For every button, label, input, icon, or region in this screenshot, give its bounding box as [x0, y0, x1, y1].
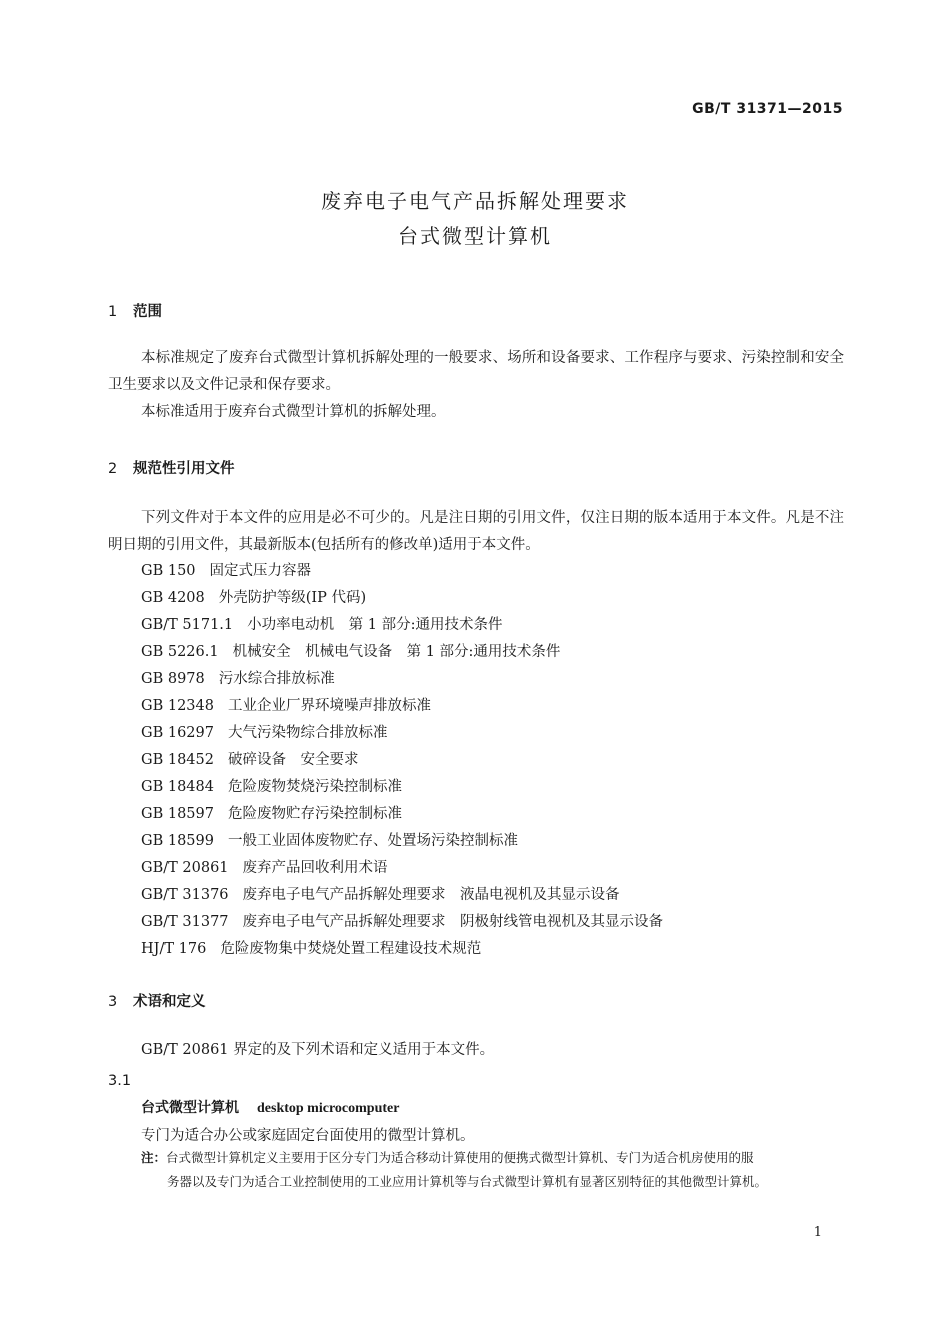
section-heading-scope	[108, 300, 162, 321]
reference-title: 污水综合排放标准	[218, 671, 335, 687]
document-title-line2: 台式微型计算机	[398, 224, 552, 248]
standard-number: GB/T 31371—2015	[692, 101, 843, 117]
reference-title: 危险废物贮存污染控制标准	[227, 806, 402, 822]
reference-title: 一般工业固体废物贮存、处置场污染控制标准	[227, 833, 518, 849]
reference-title: 破碎设备 安全要求	[227, 752, 359, 768]
reference-code: GB 150	[141, 563, 196, 579]
references-intro	[108, 505, 844, 559]
reference-title: 机械安全 机械电气设备 第 1 部分:通用技术条件	[232, 644, 561, 660]
note-text-rest: 务器以及专门为适合工业控制使用的工业应用计算机等与台式微型计算机有显著区别特征的其他微型计算机。	[167, 1174, 768, 1189]
paragraph: 本标准适用于废弃台式微型计算机的拆解处理。	[141, 404, 446, 420]
section-number: 3	[108, 994, 118, 1010]
reference-title: 外壳防护等级(IP 代码)	[218, 590, 367, 606]
reference-title: 废弃产品回收利用术语	[242, 860, 388, 876]
reference-code: GB/T 20861	[141, 860, 229, 876]
reference-code: GB 18599	[141, 833, 214, 849]
section-title: 范围	[133, 304, 162, 320]
paragraph: GB/T 20861 界定的及下列术语和定义适用于本文件。	[141, 1042, 495, 1058]
reference-code: GB 18597	[141, 806, 214, 822]
scope-body	[108, 345, 844, 426]
reference-title: 废弃电子电气产品拆解处理要求 阴极射线管电视机及其显示设备	[242, 914, 664, 930]
reference-code: GB 12348	[141, 698, 214, 714]
section-number: 1	[108, 304, 118, 320]
reference-item	[141, 693, 431, 720]
term-definition: 专门为适合办公或家庭固定台面使用的微型计算机。	[141, 1128, 475, 1144]
reference-code: GB 4208	[141, 590, 205, 606]
reference-item	[141, 855, 388, 882]
section-title: 规范性引用文件	[133, 461, 235, 477]
reference-item	[141, 747, 358, 774]
term-number: 3.1	[108, 1073, 132, 1089]
paragraph: 本标准规定了废弃台式微型计算机拆解处理的一般要求、场所和设备要求、工作程序与要求、污染控制和安全卫生要求以及文件记录和保存要求。	[108, 350, 844, 393]
reference-code: HJ/T 176	[141, 941, 207, 957]
term-heading	[141, 1097, 399, 1117]
reference-item	[141, 558, 311, 585]
reference-title: 大气污染物综合排放标准	[227, 725, 388, 741]
reference-item	[141, 720, 387, 747]
reference-code: GB 18484	[141, 779, 214, 795]
reference-item	[141, 639, 560, 666]
paragraph: 下列文件对于本文件的应用是必不可少的。凡是注日期的引用文件，仅注日期的版本适用于本文件。凡是不注明日期的引用文件，其最新版本(包括所有的修改单)适用于本文件。	[108, 510, 844, 553]
section-heading-normative-references	[108, 457, 235, 478]
terms-intro	[108, 1037, 844, 1064]
note-label: 注：	[141, 1150, 167, 1165]
note-text-line1: 台式微型计算机定义主要用于区分专门为适合移动计算使用的便携式微型计算机、专门为适合机房使用的服	[166, 1150, 754, 1165]
section-number: 2	[108, 461, 118, 477]
section-title: 术语和定义	[133, 994, 206, 1010]
reference-title: 小功率电动机 第 1 部分:通用技术条件	[247, 617, 503, 633]
term-en: desktop microcomputer	[257, 1101, 400, 1116]
reference-title: 工业企业厂界环境噪声排放标准	[227, 698, 431, 714]
reference-item	[141, 666, 335, 693]
reference-code: GB/T 31377	[141, 914, 229, 930]
reference-title: 危险废物集中焚烧处置工程建设技术规范	[220, 941, 482, 957]
term-note	[141, 1146, 845, 1194]
reference-item	[141, 801, 402, 828]
reference-item	[141, 936, 481, 963]
reference-code: GB 16297	[141, 725, 214, 741]
section-heading-terms-definitions	[108, 990, 206, 1011]
reference-code: GB 18452	[141, 752, 214, 768]
reference-title: 废弃电子电气产品拆解处理要求 液晶电视机及其显示设备	[242, 887, 620, 903]
term-zh: 台式微型计算机	[141, 1100, 239, 1116]
reference-title: 危险废物焚烧污染控制标准	[227, 779, 402, 795]
reference-item	[141, 909, 663, 936]
page-number: 1	[813, 1225, 822, 1240]
reference-item	[141, 585, 366, 612]
reference-code: GB/T 5171.1	[141, 617, 234, 633]
document-title-line1: 废弃电子电气产品拆解处理要求	[321, 189, 629, 213]
reference-item	[141, 828, 518, 855]
reference-title: 固定式压力容器	[209, 563, 312, 579]
reference-item	[141, 612, 502, 639]
reference-code: GB 8978	[141, 671, 205, 687]
reference-code: GB/T 31376	[141, 887, 229, 903]
reference-code: GB 5226.1	[141, 644, 219, 660]
reference-item	[141, 774, 402, 801]
reference-item	[141, 882, 620, 909]
